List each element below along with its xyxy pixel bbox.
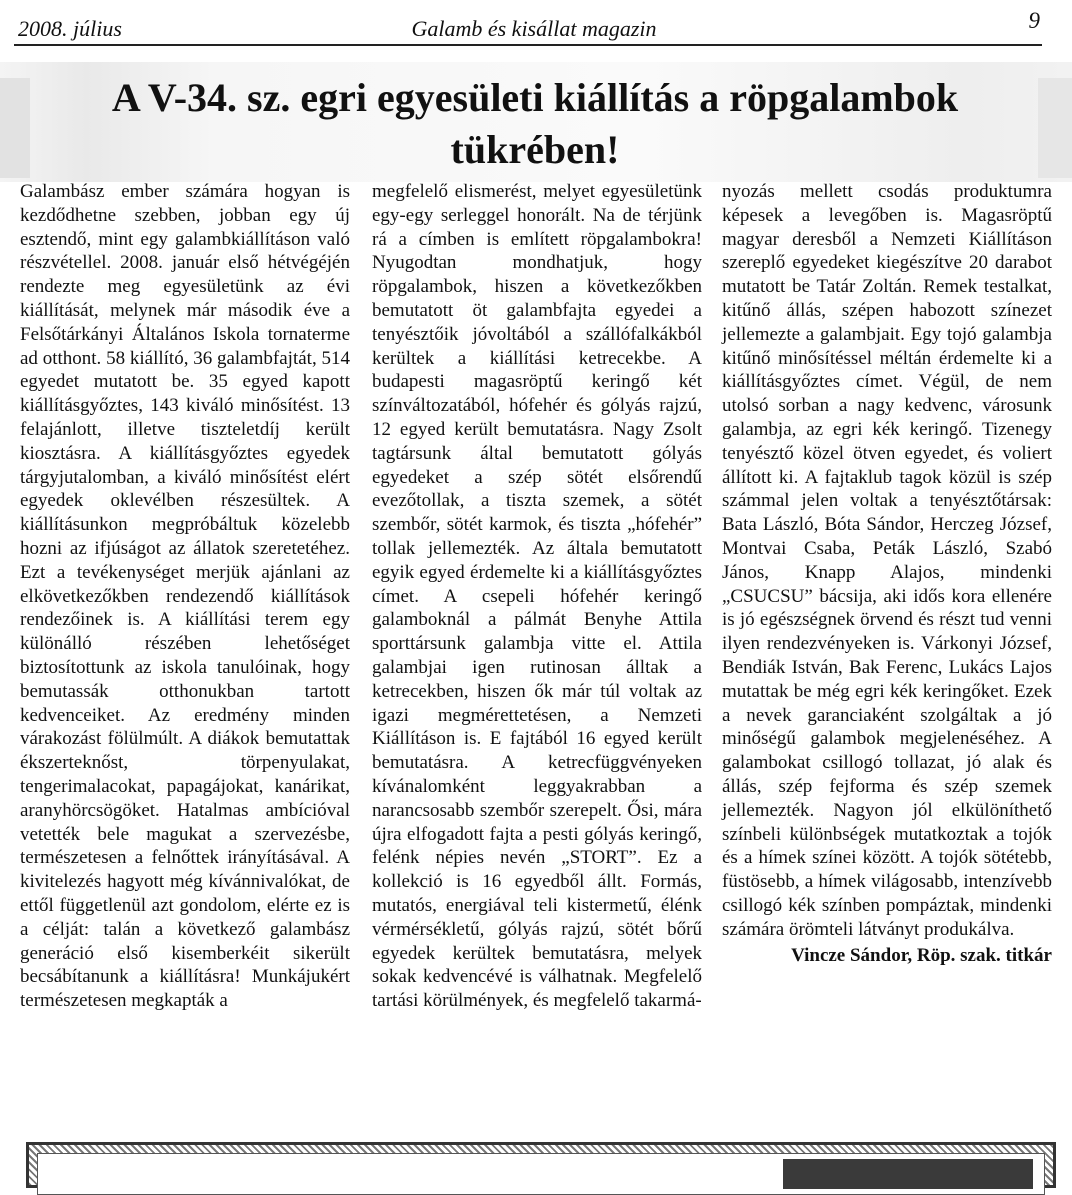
article-column-3 bbox=[722, 180, 1052, 967]
left-shadow-band bbox=[0, 78, 30, 178]
article-title: A V-34. sz. egri egyesületi kiállítás a röpgalambok tükrében! bbox=[111, 75, 959, 172]
dark-photo-edge bbox=[783, 1159, 1033, 1189]
issue-date: 2008. július bbox=[18, 16, 122, 41]
article-body bbox=[20, 180, 1052, 1012]
column-3-text: nyozás mellett csodás produktumra képesek a levegőben is. Magasröptű magyar deresből a Nemzeti Kiállításon szereplő egyedeket kiegészítve 20 darabot mutatott be Tatár Zoltán. Remek testalkat, kitűnő állás, szépen habozott színezet jellemezte a galambjait. Egy tojó galambja kitűnő minősítéssel méltán érdemelte ki a kiállításgyőztes címet. Végül, de nem utolsó sorban a nagy kedvenc, városunk galambja, az egri kék keringő. Tizenegy tenyésztő közel ötven egyedet, és voliert állított ki. A fajtaklub tagok közül is szép számmal jelen voltak a tenyésztőtársak: Bata László, Bóta Sándor, Herczeg József, Montvai Csaba, Peták László, Szabó János, Knapp Alajos, mindenki „CSUCSU” bácsija, aki idős kora ellenére is jó egészségnek örvend és részt tud venni ilyen rendezvényeken is. Várkonyi József, Bendiák István, Bak Ferenc, Lukács Lajos mutattak be még egri kék keringőket. Ezek a nevek garanciaként szolgáltak a jó minőségű galambok megjelenéséhez. A galambokat csillogó tollazat, jó alak és állás, szép fejforma és szép szemek jellemezték. Nagyon jól elkülöníthető színbeli különbségek mutatkoztak a tojók és a hímek színei között. A tojók sötétebb, füstösebb, a hímek világosabb, intenzívebb csillogó kék színben pompáztak, mindenki számára örömteli látványt produkálva. bbox=[722, 181, 1052, 940]
header-rule bbox=[14, 44, 1042, 46]
column-2-text: megfelelő elismerést, melyet egyesületünk egy-egy serleggel honorált. Na de térjünk rá a címben is említett röpgalambokra! Nyugodtan mondhatjuk, hogy röpgalambok, hiszen a következőkben bemutatott öt galambfajta egyedei a tenyésztőik jóvoltából a szállófalkákból kerültek a kiállítási ketrecekbe. A budapesti magasröptű keringő két színváltozatából, hófehér és gólyás rajzú, 12 egyed került bemutatásra. Nagy Zsolt tagtársunk által bemutatott gólyás egyedeket a szép sötét elsőrendű evezőtollak, a tiszta szemek, a sötét szembőr, sötét karmok, és tiszta „hófehér” tollak jellemezték. Az általa bemutatott egyik egyed érdemelte ki a kiállításgyőztes címet. A csepeli hófehér keringő galamboknál a pálmát Benyhe Attila sporttársunk galambja vitte el. Attila galambjai igen rutinosan álltak a ketrecekben, hiszen ők már túl voltak az igazi megmérettetésen, a Nemzeti Kiállításon is. E fajtából 16 egyed került bemutatásra. A ketrecfüggvényeken kívánalomként leggyakrabban a narancsosabb szembőr szerepelt. Ősi, mára újra elfogadott fajta a pesti gólyás keringő, felénk népies nevén „STORT”. Ez a kollekció is 16 egyedből állt. Formás, mutatós, energiával teli kistermetű, élénk vérmérsékletű, gólyás rajzú, sötét bőrű egyedek kerültek bemutatásra, melyek sokak kedvencévé is válhatnak. Megfelelő tartási körülmények, és megfelelő takarmá- bbox=[372, 181, 702, 1012]
column-1-text: Galambász ember számára hogyan is kezdődhetne szebben, jobban egy új esztendő, mint egy galambkiállításon való részvétellel. 2008. január első hétvégéjén rendezte meg egyesületünk az évi kiállítását, melynek már második éve a Felsőtárkányi Általános Iskola tornaterme ad otthont. 58 kiállító, 36 galambfajtát, 514 egyedet mutatott be. 35 egyed kapott kiállításgyőztes, 143 kiváló minősítést. 13 felajánlott, illetve tiszteletdíj került kiosztásra. A kiállításgyőztes egyedek tárgyjutalomban, a kiváló minősítést elért egyedek oklevélben részesültek. A kiállításunkon megpróbáltuk közelebb hozni az ifjúságot az állatok szeretetéhez. Ezt a tevékenységet merjük ajánlani az elkövetkezőkben rendezendő kiállítások rendezőinek is. A kiállítási terem egy különálló részében lehetőséget biztosítottunk az iskola tanulóinak, hogy bemutassák otthonukban tartott kedvenceiket. Az eredmény minden várakozást fölülmúlt. A diákok bemutattak ékszerteknőst, törpenyulakat, tengerimalacokat, papagájokat, kanárikat, aranyhörcsögöket. Hatalmas ambícióval vetették bele magukat a szervezésbe, természetesen a felnőttek irányításával. A kivitelezés hagyott még kívánnivalókat, de ettől függetlenül azt gondolom, elérte ez is a célját: talán a következő galambász generáció első kisemberkéit sikerült becsábítanunk a kiállításra! Munkájukért természetesen megkapták a bbox=[20, 181, 350, 1012]
next-article-frame bbox=[26, 1142, 1056, 1188]
article-column-2 bbox=[372, 180, 702, 1013]
page-number: 9 bbox=[1028, 8, 1040, 33]
author-signature: Vincze Sándor, Röp. szak. titkár bbox=[791, 944, 1052, 966]
page-header bbox=[14, 8, 1054, 44]
right-shadow-band bbox=[1038, 78, 1072, 178]
article-column-1 bbox=[20, 180, 350, 1013]
magazine-title: Galamb és kisállat magazin bbox=[411, 16, 657, 41]
